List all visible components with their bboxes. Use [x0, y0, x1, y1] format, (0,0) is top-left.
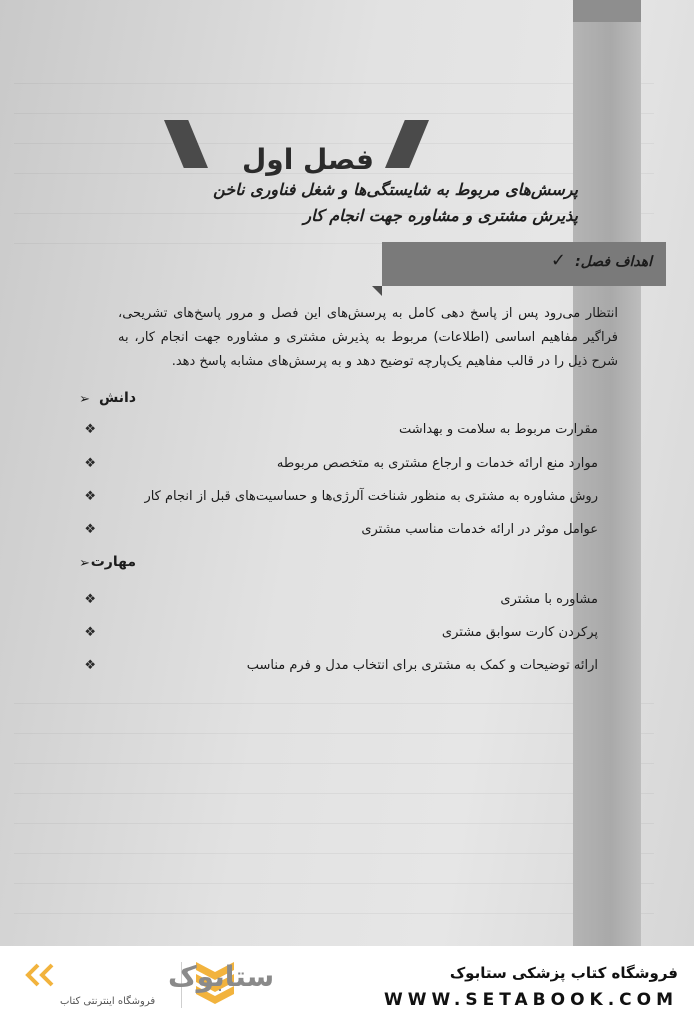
- skill-item: پرکردن کارت سوابق مشتری: [441, 625, 598, 640]
- knowledge-item: مقرارت مربوط به سلامت و بهداشت: [399, 422, 598, 437]
- chapter-subtitle-line1: پرسش‌های مربوط به شایستگی‌ها و شغل فناوری ناخن: [213, 180, 578, 199]
- arrow-icon: ➢: [79, 556, 90, 571]
- arrow-icon: ➢: [79, 392, 90, 407]
- svg-text:ستابوک: ستابوک: [168, 960, 275, 993]
- bleed-line: [14, 100, 654, 114]
- check-icon: ✓: [550, 250, 566, 271]
- side-band-cap: [573, 0, 641, 22]
- bleed-line: [14, 750, 654, 764]
- bleed-line: [14, 840, 654, 854]
- bullet-icon: ❖: [84, 422, 96, 437]
- bleed-line: [14, 900, 654, 914]
- bleed-line: [14, 780, 654, 794]
- bullet-icon: ❖: [84, 658, 96, 673]
- bullet-icon: ❖: [84, 522, 96, 537]
- skill-item: ارائه توضیحات و کمک به مشتری برای انتخاب مدل و فرم مناسب: [246, 658, 598, 673]
- bleed-line: [14, 690, 654, 704]
- double-chevron-icon: [24, 962, 58, 988]
- chapter-subtitle-line2: پذیرش مشتری و مشاوره جهت انجام کار: [303, 206, 578, 225]
- store-url[interactable]: WWW.SETABOOK.COM: [384, 990, 678, 1010]
- knowledge-item: روش مشاوره به مشتری به منظور شناخت آلرژی‌ها و حساسیت‌های قبل از انجام کار: [144, 489, 598, 504]
- bullet-icon: ❖: [84, 625, 96, 640]
- bleed-line: [14, 70, 654, 84]
- logo-tagline: فروشگاه اینترنتی کتاب: [60, 996, 156, 1007]
- side-gray-band: [573, 0, 641, 946]
- bleed-line: [14, 870, 654, 884]
- knowledge-item: موارد منع ارائه خدمات و ارجاع مشتری به متخصص مربوطه: [276, 456, 598, 471]
- knowledge-item: عوامل موثر در ارائه خدمات مناسب مشتری: [361, 522, 598, 537]
- bleed-line: [14, 720, 654, 734]
- bullet-icon: ❖: [84, 489, 96, 504]
- goals-banner: [382, 242, 666, 286]
- chapter-title: فصل اول: [242, 142, 374, 176]
- skill-item: مشاوره با مشتری: [500, 592, 598, 607]
- bullet-icon: ❖: [84, 456, 96, 471]
- bleed-line: [14, 810, 654, 824]
- skills-heading: مهارت: [90, 554, 136, 570]
- goals-intro-paragraph: انتظار می‌رود پس از پاسخ دهی کامل به پرسش‌های این فصل و مرور پاسخ‌های تشریحی، فراگیر مفاهیم اساسی (اطلاعات) مربوط به پذیرش مشتری و مشاوره جهت انجام کار، به شرح ذیل را در قالب مفاهیم یک‌پارچه توضیح دهد و به پرسش‌های مشابه پاسخ دهد.: [118, 306, 618, 369]
- store-name: فروشگاه کتاب پزشکی ستابوک: [449, 964, 678, 982]
- setabook-logo: [58, 958, 275, 994]
- bullet-icon: ❖: [84, 592, 96, 607]
- knowledge-heading: دانش: [98, 390, 136, 406]
- goals-title: اهداف فصل:: [575, 254, 652, 270]
